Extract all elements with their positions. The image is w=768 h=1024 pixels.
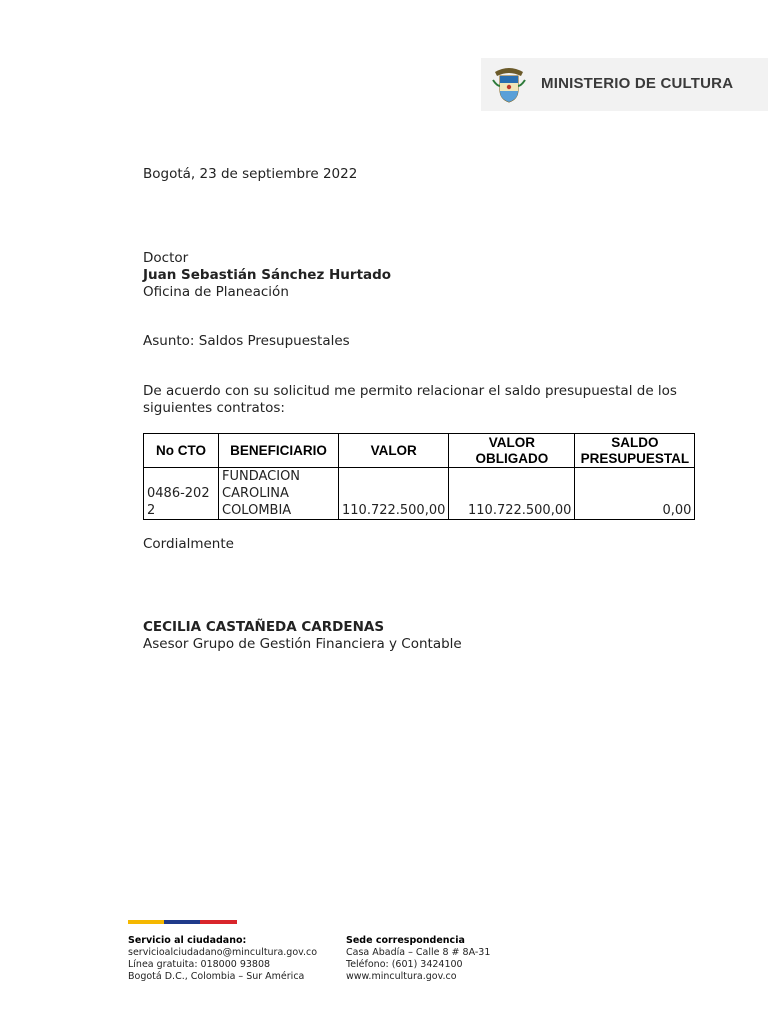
body-text-line-2: siguientes contratos: [143,400,285,416]
contracts-table [143,433,695,520]
subject-line: Asunto: Saldos Presupuestales [143,333,350,349]
header-valor-obligado: VALOR OBLIGADO [449,434,575,468]
table-row [144,468,695,520]
footer-phone: Teléfono: (601) 3424100 [346,959,463,970]
recipient-name: Juan Sebastián Sánchez Hurtado [143,267,392,283]
header-beneficiario: BENEFICIARIO [219,434,339,468]
footer-stripe-yellow [128,920,164,924]
footer-address: Casa Abadía – Calle 8 # 8A-31 [346,947,491,958]
colombia-coat-of-arms-icon [491,66,527,104]
ministry-logo [481,58,768,111]
cell-beneficiario: FUNDACION CAROLINA COLOMBIA [219,468,339,520]
header-no-cto: No CTO [144,434,219,468]
closing: Cordialmente [143,536,234,552]
cell-valor: 110.722.500,00 [339,468,449,520]
footer-stripe-blue [164,920,200,924]
footer-website[interactable]: www.mincultura.gov.co [346,971,457,982]
footer-email[interactable]: servicioalciudadano@mincultura.gov.co [128,947,318,958]
recipient-office: Oficina de Planeación [143,284,289,300]
footer-location: Bogotá D.C., Colombia – Sur América [128,971,305,982]
cell-saldo: 0,00 [575,468,695,520]
table-header-row [144,434,695,468]
ministry-name: MINISTERIO DE CULTURA [541,75,734,92]
header-valor: VALOR [339,434,449,468]
footer-stripe-red [200,920,237,924]
header-saldo-presupuestal: SALDO PRESUPUESTAL [575,434,695,468]
cell-no-cto: 0486-2022 [144,468,219,520]
recipient-title: Doctor [143,250,189,266]
cell-valor-obligado: 110.722.500,00 [449,468,575,520]
footer-citizen-service [128,935,317,983]
footer-correspondence [346,935,490,983]
footer-toll-free: Línea gratuita: 018000 93808 [128,959,271,970]
signer-role: Asesor Grupo de Gestión Financiera y Contable [143,636,462,652]
body-text-line-1: De acuerdo con su solicitud me permito relacionar el saldo presupuestal de los [143,383,677,399]
footer-correspondence-title: Sede correspondencia [346,935,465,946]
date-line: Bogotá, 23 de septiembre 2022 [143,166,358,182]
signer-name: CECILIA CASTAÑEDA CARDENAS [143,619,385,635]
footer-citizen-service-title: Servicio al ciudadano: [128,935,247,946]
